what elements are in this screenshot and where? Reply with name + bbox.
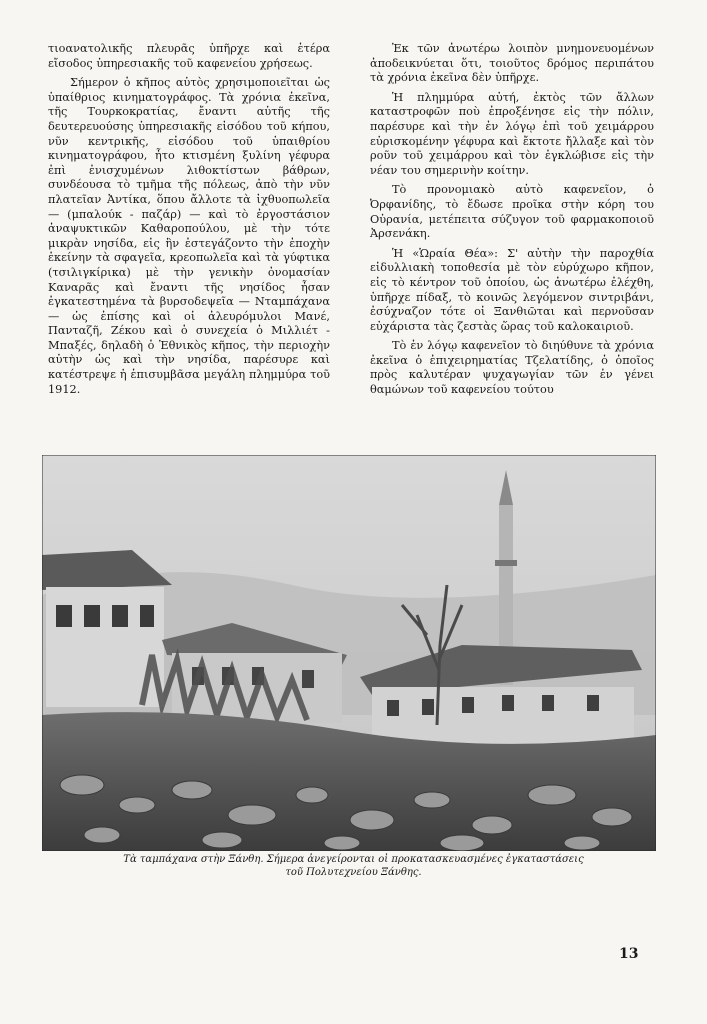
- page-number: 13: [619, 946, 639, 962]
- paragraph: Ἐκ τῶν ἀνωτέρω λοιπὸν μνημονευομένων ἀποδεικνύεται ὅτι, τοιοῦτος δρόμος περιπάτου τὰ χρόνια ἐκεῖνα δὲν ὑπῆρχε.: [370, 42, 654, 85]
- paragraph: Ἡ «Ὡραία Θέα»: Σ' αὐτὴν τὴν παροχθία εἰδυλλιακὴ τοποθεσία μὲ τὸν εὐρύχωρο κῆπον, εἰς τὸ κέντρον τοῦ ὁποίου, ὡς ἀνωτέρω ἐλέχθη, ὑπῆρχε πίδαξ, τὸ κοινῶς λεγόμενον σιντριβάνι, ἐσύχναζον τότε οἱ Ξανθιῶται καὶ περνοῦσαν εὐχάριστα τὰς ζεστὰς ὥρας τοῦ καλοκαιριοῦ.: [370, 246, 654, 333]
- paragraph: Ἡ πλημμύρα αὐτή, ἐκτὸς τῶν ἄλλων καταστροφῶν ποὺ ἐπροξένησε εἰς τὴν πόλιν, παρέσυρε καὶ τὴν ἐν λόγῳ ἐπὶ τοῦ χειμάρρου εὐρισκομένην γέφυρα καὶ ἔκτοτε ἤλλαξε καὶ τὸν ροῦν τοῦ χειμάρρου καὶ τὸν ἐγκλώβισε εἰς τὴν νέαν του σημερινὴν κοίτην.: [370, 90, 654, 177]
- paragraph: Τὸ ἐν λόγῳ καφενεῖον τὸ διηύθυνε τὰ χρόνια ἐκεῖνα ὁ ἐπιχειρηματίας Τζελατίδης, ὁ ὁποῖος πρὸς καλυτέραν ψυχαγωγίαν τῶν ἐν γένει θαμώνων τοῦ καφενείου τούτου: [370, 339, 654, 397]
- photo-caption: [50, 853, 657, 879]
- paragraph: Σήμερον ὁ κῆπος αὐτὸς χρησιμοποιεῖται ὡς ὑπαίθριος κινηματογράφος. Τὰ χρόνια ἐκεῖνα, τῆς Τουρκοκρατίας, ἔναντι αὐτῆς τῆς δευτερευούσης ὑπηρεσιακῆς εἰσόδου τοῦ κήπου, νῦν κεντρικῆς, εἰσόδου τοῦ ὑπαιθρίου κινηματογράφου, ἦτο κτισμένη ξυλίνη γέφυρα ἐπὶ ἐνισχυμένων λιθοκτίστων βάθρων, συνδέουσα τὸ τμῆμα τῆς πόλεως, ἀπὸ τὴν νῦν πλατεῖαν Ἀντίκα, ὅπου ἄλλοτε τὰ ἰχθυοπωλεῖα — (μπαλούκ - παζάρ) — καὶ τὸ ἐργοστάσιον ἀναψυκτικῶν Καθαροπούλου, μὲ τὴν τότε μικρὰν νησίδα, εἰς ἣν ἐστεγάζοντο τὴν ἐποχὴν ἐκείνην τὰ σφαγεῖα, κρεοπωλεῖα καὶ τὰ γύφτικα (τσιλιγκίρικα) μὲ τὴν γενικὴν ὀνομασίαν Καναρᾶς καὶ ἔναντι τῆς νησίδος ἦσαν ἐγκατεστημένα τὰ βυρσοδεψεῖα — Νταμπάχανα — ὡς ἐπίσης καὶ οἱ ἀλευρόμυλοι Μανέ, Πανταζῆ, Ζέκου καὶ ὁ συνεχεία ὁ Μιλλιέτ - Μπαξές, δηλαδὴ ὁ Ἐθνικὸς κῆπος, τὴν περιοχὴν αὐτὴν ὡς καὶ τὴν νησίδα, παρέσυρε καὶ κατέστρεψε ἡ ἐπισυμβᾶσα μεγάλη πλημμύρα τοῦ 1912.: [48, 76, 330, 396]
- left-text-column: [48, 42, 330, 402]
- caption-line-1: Τὰ ταμπάχανα στὴν Ξάνθη. Σήμερα ἀνεγείρονται οἱ προκατασκευασμένες ἐγκαταστάσεις: [123, 854, 584, 865]
- historical-photograph: [42, 455, 656, 851]
- right-text-column: [370, 42, 654, 403]
- paragraph: Τὸ προνομιακὸ αὐτὸ καφενεῖον, ὁ Ὀρφανίδης, τὸ ἔδωσε προῖκα στὴν κόρη του Οὐρανία, μετέπειτα σύζυγον τοῦ φαρμακοποιοῦ Ἀρσενάκη.: [370, 183, 654, 241]
- caption-line-2: τοῦ Πολυτεχνείου Ξάνθης.: [285, 867, 422, 878]
- paragraph: τιοανατολικῆς πλευρᾶς ὑπῆρχε καὶ ἑτέρα εἴσοδος ὑπηρεσιακῆς τοῦ καφενείου χρήσεως.: [48, 42, 330, 70]
